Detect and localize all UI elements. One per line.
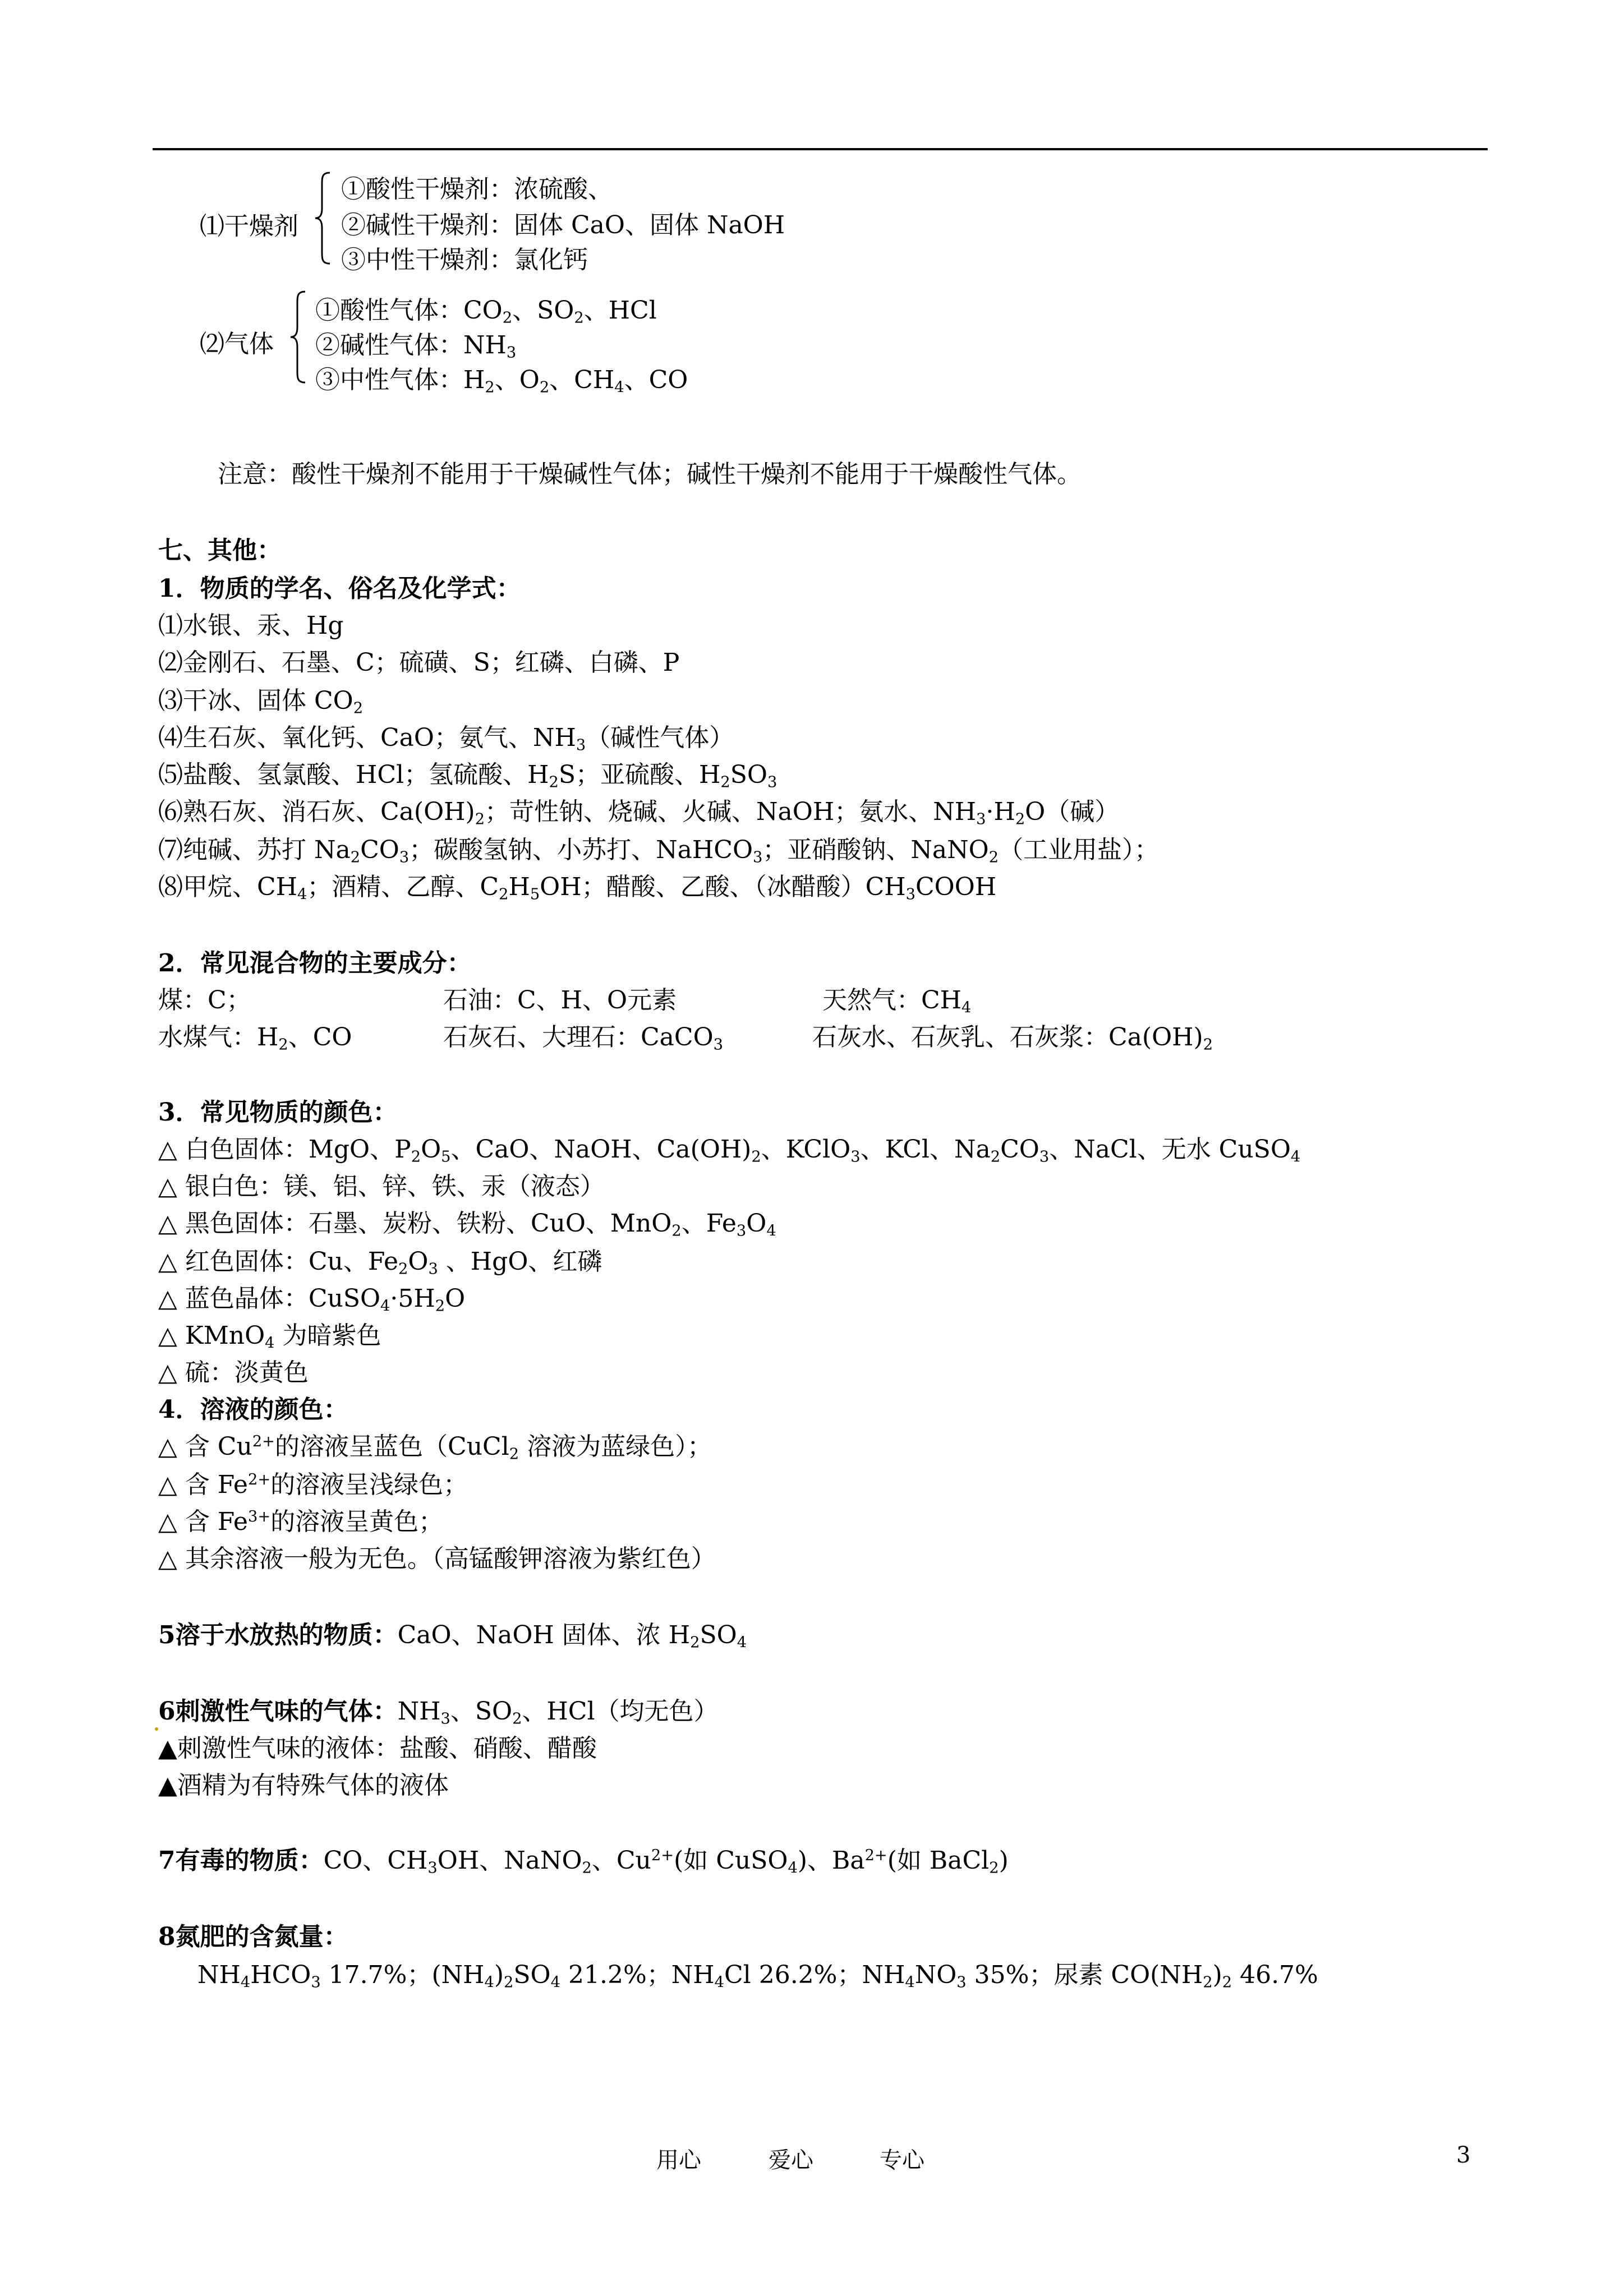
s3-item-2: △ 银白色：镁、铝、锌、铁、汞（液态）: [158, 1172, 605, 1201]
s4-heading: 4．溶液的颜色：: [158, 1395, 348, 1424]
s3-heading: 3．常见物质的颜色：: [158, 1098, 398, 1127]
s3-item-1: △ 白色固体：MgO、$P_2O_5$、CaO、NaOH、$Ca(OH)_2$、KClO$_3$、KCl、$Na_2CO_3$、NaCl、无水 CuSO$_4$: [158, 1135, 1301, 1166]
s8-heading: 8氮肥的含氮量：: [158, 1922, 348, 1951]
page-number: 3: [1456, 2142, 1471, 2168]
s1-heading: 1．物质的学名、俗名及化学式：: [158, 574, 521, 603]
s2-row2-col3: 石灰水、石灰乳、石灰浆：$Ca(OH)_2$: [812, 1023, 1213, 1054]
desiccant-label: ⑴干燥剂: [200, 212, 298, 241]
gas-item-1: ①酸性气体：$CO_2$、$SO_2$、HCl: [315, 296, 657, 327]
s1-item-1: ⑴水银、汞、Hg: [158, 611, 344, 640]
s3-item-6: △ KMnO$_4$ 为暗紫色: [158, 1321, 381, 1352]
s8-text: $NH_4HCO_3$ 17.7%；$(NH_4)_2SO_4$ 21.2%；$NH_4Cl$ 26.2%；$NH_4NO_3$ 35%；尿素 $CO(NH_2)_2$ 46.7%: [197, 1961, 1318, 1991]
s4-item-1: △ 含 $Cu^{2+}$的溶液呈蓝色（CuCl$_2$ 溶液为蓝绿色）；: [158, 1432, 712, 1463]
gas-label: ⑵气体: [200, 330, 274, 358]
s2-row2-col2: 石灰石、大理石：CaCO$_3$: [443, 1023, 723, 1054]
s1-item-2: ⑵金刚石、石墨、C；硫磺、S；红磷、白磷、P: [158, 648, 680, 677]
footer-item-2: 爱心: [769, 2147, 813, 2173]
footer-item-1: 用心: [656, 2147, 701, 2173]
s7-line: 7有毒的物质：CO、$CH_3OH$、NaNO$_2$、$Cu^{2+}$(如 CuSO$_4$)、$Ba^{2+}$(如 BaCl$_2$): [158, 1846, 1009, 1877]
s6-line: 6刺激性气味的气体：$NH_3$、$SO_2$、HCl（均无色）: [158, 1697, 719, 1728]
s7-heading: 7有毒的物质：: [158, 1846, 324, 1875]
s6-heading: 6刺激性气味的气体：: [158, 1697, 398, 1726]
edit-mark: [155, 1727, 158, 1731]
drying-note: 注意：酸性干燥剂不能用于干燥碱性气体；碱性干燥剂不能用于干燥酸性气体。: [218, 460, 1082, 488]
s6-item-1: ▲刺激性气味的液体：盐酸、硝酸、醋酸: [158, 1734, 597, 1763]
s5-heading: 5溶于水放热的物质：: [158, 1621, 398, 1649]
desiccant-item-2: ②碱性干燥剂：固体 CaO、固体 NaOH: [341, 211, 785, 239]
section-title: 七、其他：: [158, 536, 282, 565]
s3-item-5: △ 蓝色晶体：$CuSO_4\cdot 5H_2O$: [158, 1284, 466, 1315]
s1-item-7: ⑺纯碱、苏打 $Na_2CO_3$；碳酸氢钠、小苏打、NaHCO$_3$；亚硝酸钠、NaNO$_2$（工业用盐）；: [158, 836, 1160, 866]
s1-item-6: ⑹熟石灰、消石灰、$Ca(OH)_2$；苛性钠、烧碱、火碱、NaOH；氨水、$NH_3\cdot H_2O$（碱）: [158, 797, 1120, 828]
s3-item-7: △ 硫：淡黄色: [158, 1358, 309, 1387]
desiccant-item-1: ①酸性干燥剂：浓硫酸、: [341, 175, 613, 204]
header-rule: [153, 148, 1488, 150]
left-brace-icon: [314, 172, 331, 265]
left-brace-icon: [289, 291, 306, 384]
gas-item-2: ②碱性气体：$NH_3$: [315, 331, 517, 362]
s4-item-2: △ 含 $Fe^{2+}$的溶液呈浅绿色；: [158, 1470, 468, 1499]
s5-line: 5溶于水放热的物质：CaO、NaOH 固体、浓 $H_2SO_4$: [158, 1621, 747, 1652]
s2-row1-col3: 天然气：$CH_4$: [822, 986, 972, 1017]
s4-item-3: △ 含 $Fe^{3+}$的溶液呈黄色；: [158, 1507, 444, 1536]
s4-item-4: △ 其余溶液一般为无色。（高锰酸钾溶液为紫红色）: [158, 1545, 716, 1573]
s2-heading: 2．常见混合物的主要成分：: [158, 949, 472, 978]
s3-item-3: △ 黑色固体：石墨、炭粉、铁粉、CuO、MnO$_2$、$Fe_3O_4$: [158, 1209, 776, 1240]
s1-item-3: ⑶干冰、固体 $CO_2$: [158, 686, 364, 717]
desiccant-item-3: ③中性干燥剂：氯化钙: [341, 246, 588, 274]
s1-item-4: ⑷生石灰、氧化钙、CaO；氨气、$NH_3$（碱性气体）: [158, 723, 734, 754]
footer-item-3: 专心: [880, 2147, 924, 2173]
s2-row2-col1: 水煤气：$H_2$、CO: [158, 1023, 352, 1054]
s6-item-2: ▲酒精为有特殊气体的液体: [158, 1771, 449, 1800]
gas-item-3: ③中性气体：$H_2$、$O_2$、$CH_4$、CO: [315, 366, 688, 397]
s2-row1-col2: 石油：C、H、O元素: [443, 986, 677, 1015]
s1-item-5: ⑸盐酸、氢氯酸、HCl；氢硫酸、$H_2S$；亚硫酸、$H_2SO_3$: [158, 760, 778, 791]
s1-item-8: ⑻甲烷、$CH_4$；酒精、乙醇、$C_2H_5OH$；醋酸、乙酸、（冰醋酸）$CH_3COOH$: [158, 873, 997, 903]
s3-item-4: △ 红色固体：Cu、$Fe_2O_3$ 、HgO、红磷: [158, 1247, 602, 1278]
s2-row1-col1: 煤：C；: [158, 986, 251, 1015]
